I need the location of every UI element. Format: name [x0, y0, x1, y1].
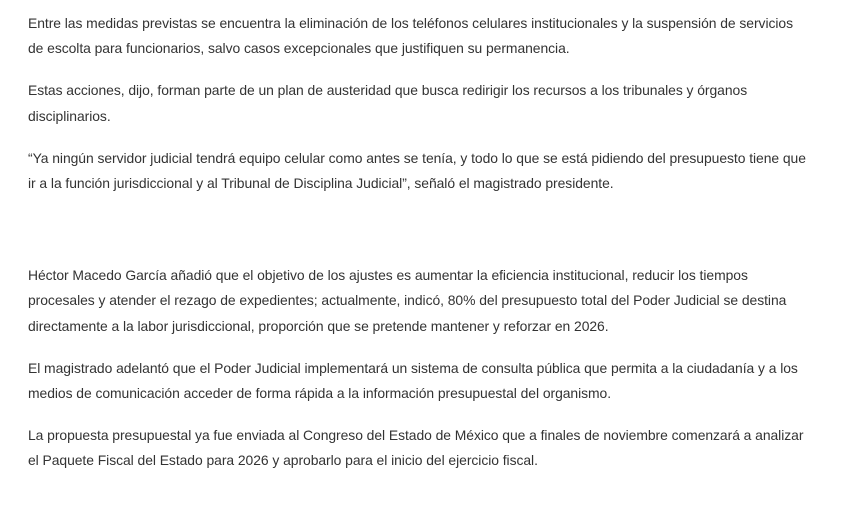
paragraph-measures: Entre las medidas previstas se encuentra la eliminación de los teléfonos celulares institucionales y la suspensión de servicios de escolta para funcionarios, salvo casos excepcionales que justifiquen su permanencia.: [28, 15, 793, 57]
article-body: [28, 11, 812, 490]
paragraph-quote: “Ya ningún servidor judicial tendrá equipo celular como antes se tenía, y todo lo que se está pidiendo del presupuesto tiene que ir a la función jurisdiccional y al Tribunal de Disciplina Judicial”, señaló el magistrado presidente.: [28, 149, 806, 192]
paragraph-austerity: Estas acciones, dijo, forman parte de un plan de austeridad que busca redirigir los recursos a los tribunales y órganos disciplinarios.: [28, 82, 748, 124]
paragraph-public-consultation: El magistrado adelantó que el Poder Judicial implementará un sistema de consulta pública que permita a la ciudadanía y a los medios de comunicación acceder de forma rápida a la información presupuestal del organismo.: [28, 359, 798, 402]
paragraph-congress: La propuesta presupuestal ya fue enviada al Congreso del Estado de México que a finales de noviembre comenzará a analizar el Paquete Fiscal del Estado para 2026 y aprobarlo para el inicio del ejercicio fiscal.: [28, 426, 804, 469]
embed-spacer: [28, 213, 812, 263]
paragraph-efficiency: Héctor Macedo García añadió que el objetivo de los ajustes es aumentar la eficiencia institucional, reducir los tiempos procesales y atender el rezago de expedientes; actualmente, indicó, 80% del presupuesto total del Poder Judicial se destina directamente a la labor jurisdiccional, proporción que se pretende mantener y reforzar en 2026.: [28, 266, 787, 334]
